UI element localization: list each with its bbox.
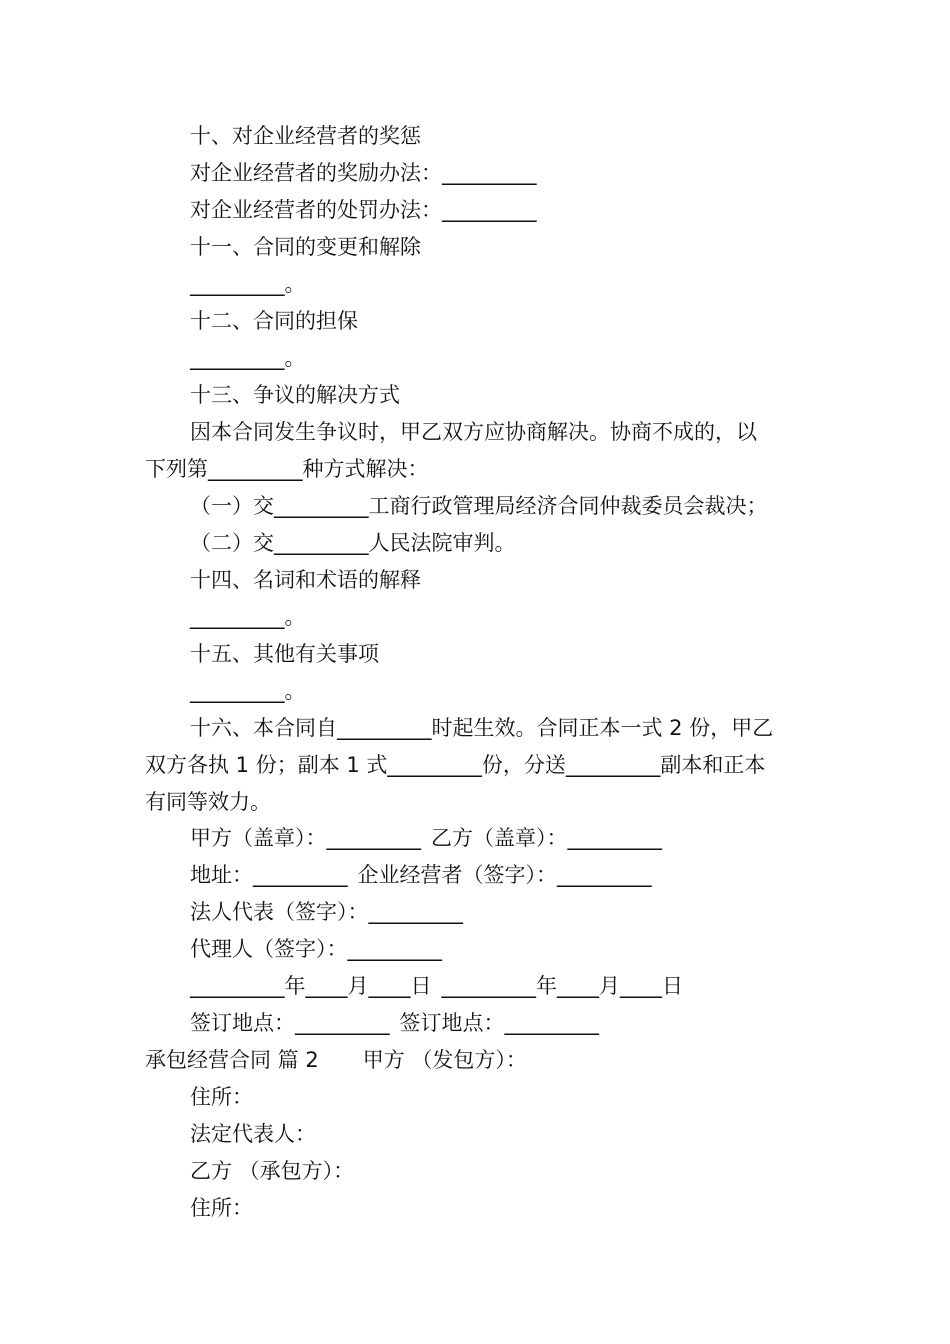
section-12-title: 十二、合同的担保 bbox=[190, 309, 358, 333]
signature-address-row bbox=[190, 859, 950, 891]
section-12-body: _________。 bbox=[190, 346, 306, 370]
section-11-body: _________。 bbox=[190, 272, 306, 296]
contract-2-heading-row bbox=[145, 1044, 950, 1076]
section-11-title: 十一、合同的变更和解除 bbox=[190, 235, 421, 259]
section-13-body-line2: 下列第_________种方式解决： bbox=[145, 457, 429, 481]
section-15-title: 十五、其他有关事项 bbox=[190, 642, 379, 666]
section-10-title: 十、对企业经营者的奖惩 bbox=[190, 124, 421, 148]
signature-agent: 代理人（签字）：_________ bbox=[190, 937, 442, 961]
contract-2-party-b: 乙方 （承包方）： bbox=[190, 1159, 355, 1183]
signature-place-a: 签订地点：_________ bbox=[190, 1011, 390, 1035]
section-16-line2: 双方各执 1 份；副本 1 式_________份，分送_________副本和正本 bbox=[145, 753, 766, 777]
signature-date-a: _________年____月____日 bbox=[190, 974, 432, 998]
contract-2-legal-rep: 法定代表人： bbox=[190, 1122, 316, 1146]
contract-2-title: 承包经营合同 篇 2 bbox=[145, 1048, 319, 1072]
section-13-body-line1: 因本合同发生争议时，甲乙双方应协商解决。协商不成的，以 bbox=[190, 420, 757, 444]
section-13-title: 十三、争议的解决方式 bbox=[190, 383, 400, 407]
section-10-reward: 对企业经营者的奖励办法：_________ bbox=[190, 161, 537, 185]
section-13-option-1: （一）交_________工商行政管理局经济合同仲裁委员会裁决； bbox=[190, 494, 768, 518]
signature-operator: 企业经营者（签字）：_________ bbox=[357, 863, 652, 887]
section-13-option-2: （二）交_________人民法院审判。 bbox=[190, 531, 516, 555]
contract-2-party-a: 甲方 （发包方）： bbox=[362, 1048, 527, 1072]
signature-date-row bbox=[190, 970, 950, 1002]
signature-address: 地址：_________ bbox=[190, 863, 348, 887]
signature-place-row bbox=[190, 1007, 950, 1039]
section-10-penalty: 对企业经营者的处罚办法：_________ bbox=[190, 198, 537, 222]
contract-2-residence-b: 住所： bbox=[190, 1196, 253, 1220]
section-15-body: _________。 bbox=[190, 679, 306, 703]
section-14-title: 十四、名词和术语的解释 bbox=[190, 568, 421, 592]
section-16-line1: 十六、本合同自_________时起生效。合同正本一式 2 份，甲乙 bbox=[190, 716, 774, 740]
signature-party-a: 甲方（盖章）：_________ bbox=[190, 826, 421, 850]
section-16-line3: 有同等效力。 bbox=[145, 790, 271, 814]
signature-place-b: 签订地点：_________ bbox=[399, 1011, 599, 1035]
signature-date-b: _________年____月____日 bbox=[441, 974, 683, 998]
signature-legal-rep: 法人代表（签字）：_________ bbox=[190, 900, 463, 924]
contract-2-residence-a: 住所： bbox=[190, 1085, 253, 1109]
section-14-body: _________。 bbox=[190, 605, 306, 629]
signature-party-row bbox=[190, 822, 950, 854]
signature-party-b: 乙方（盖章）：_________ bbox=[431, 826, 662, 850]
